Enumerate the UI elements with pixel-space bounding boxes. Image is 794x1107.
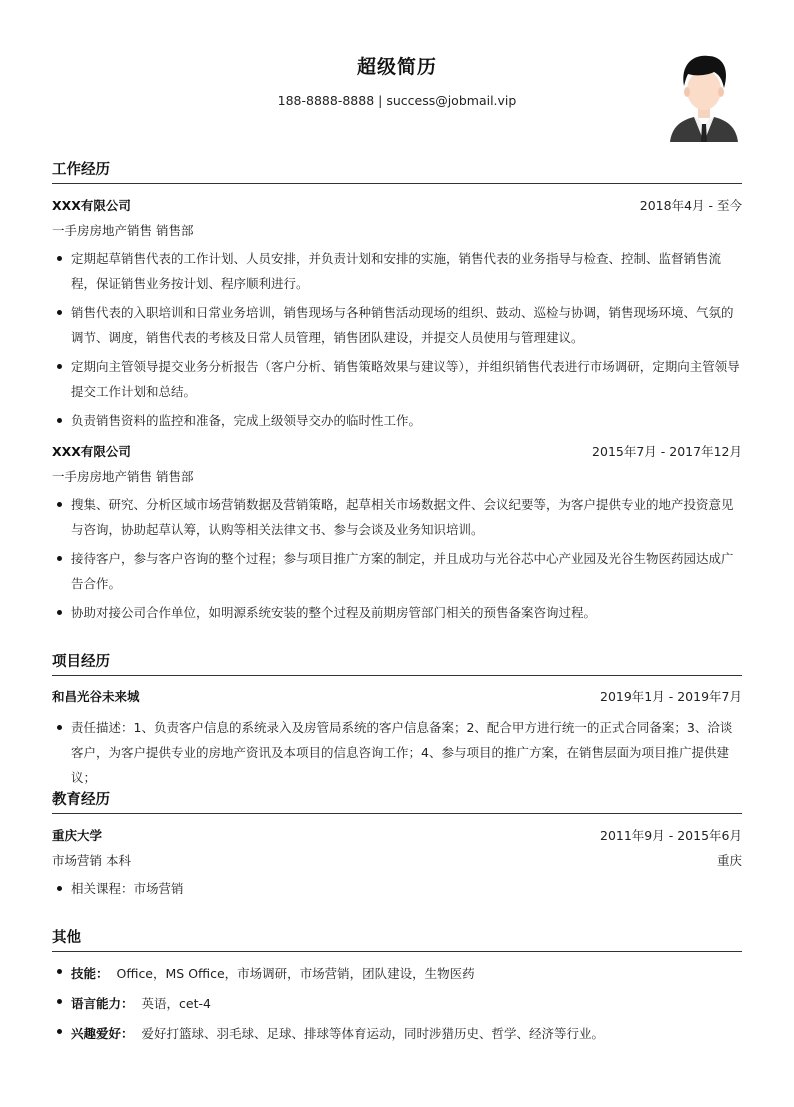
education-bullets xyxy=(52,876,742,901)
other-bullets xyxy=(52,959,742,1049)
section-title-education: 教育经历 xyxy=(52,792,110,808)
project-bullets xyxy=(52,715,742,790)
language-value: 英语，cet-4 xyxy=(141,996,211,1011)
resume-name: 超级简历 xyxy=(356,56,437,78)
education-city: 重庆 xyxy=(716,853,742,868)
avatar-photo xyxy=(668,54,740,142)
list-item: 责任描述：1、负责客户信息的系统录入及房管局系统的客户信息备案；2、配合甲方进行统一的正式合同备案；3、洽谈客户，为客户提供专业的房地产资讯及本项目的信息咨询工作；4、参与项目的推广方案，在销售层面为项目推广提供建议； xyxy=(52,715,742,790)
project-date: 2019年1月 - 2019年7月 xyxy=(600,689,742,704)
skills-value: Office，MS Office，市场调研，市场营销，团队建设，生物医药 xyxy=(116,966,475,981)
list-item xyxy=(52,959,742,989)
list-item: 协助对接公司合作单位，如明源系统安装的整个过程及前期房管部门相关的预售备案咨询过程。 xyxy=(52,600,742,625)
section-title-work: 工作经历 xyxy=(52,162,110,178)
work-entry-2-bullets xyxy=(52,492,742,625)
project-entry-header xyxy=(52,687,742,705)
section-title-other: 其他 xyxy=(52,930,81,946)
work-entry-1-header xyxy=(52,196,742,214)
work-date: 2018年4月 - 至今 xyxy=(639,198,742,213)
section-divider xyxy=(52,675,742,676)
section-divider xyxy=(52,183,742,184)
list-item: 定期向主管领导提交业务分析报告（客户分析、销售策略效果与建议等），并组织销售代表进行市场调研，定期向主管领导提交工作计划和总结。 xyxy=(52,354,742,404)
company-name: XXX有限公司 xyxy=(52,198,131,213)
skills-label: 技能： xyxy=(71,966,109,981)
contact-info: 188-8888-8888 | success@jobmail.vip xyxy=(277,93,517,108)
work-entry-2-position xyxy=(52,467,742,485)
project-name: 和昌光谷未来城 xyxy=(52,689,140,704)
hobbies-label: 兴趣爱好： xyxy=(71,1026,134,1041)
hobbies-value: 爱好打篮球、羽毛球、足球、排球等体育运动，同时涉猎历史、哲学、经济等行业。 xyxy=(141,1026,605,1041)
position-title: 一手房房地产销售 销售部 xyxy=(52,469,194,484)
list-item: 负责销售资料的监控和准备，完成上级领导交办的临时性工作。 xyxy=(52,408,742,433)
position-title: 一手房房地产销售 销售部 xyxy=(52,223,194,238)
education-date: 2011年9月 - 2015年6月 xyxy=(600,828,742,843)
list-item xyxy=(52,1019,742,1049)
education-entry-detail xyxy=(52,851,742,869)
list-item: 销售代表的入职培训和日常业务培训，销售现场与各种销售活动现场的组织、鼓动、巡检与协调，销售现场环境、气氛的调节、调度，销售代表的考核及日常人员管理，销售团队建设，并提交人员使用与管理建议。 xyxy=(52,300,742,350)
list-item: 相关课程：市场营销 xyxy=(52,876,742,901)
school-name: 重庆大学 xyxy=(52,828,103,843)
section-title-project: 项目经历 xyxy=(52,654,110,670)
language-label: 语言能力： xyxy=(71,996,134,1011)
list-item: 定期起草销售代表的工作计划、人员安排，并负责计划和安排的实施，销售代表的业务指导与检查、控制、监督销售流程，保证销售业务按计划、程序顺利进行。 xyxy=(52,246,742,296)
work-entry-1-position xyxy=(52,221,742,239)
list-item: 接待客户，参与客户咨询的整个过程；参与项目推广方案的制定，并且成功与光谷芯中心产业园及光谷生物医药园达成广告合作。 xyxy=(52,546,742,596)
work-date: 2015年7月 - 2017年12月 xyxy=(592,444,742,459)
education-entry-header xyxy=(52,826,742,844)
list-item: 搜集、研究、分析区域市场营销数据及营销策略，起草相关市场数据文件、会议纪要等，为客户提供专业的地产投资意见与咨询，协助起草认筹，认购等相关法律文书、参与会谈及业务知识培训。 xyxy=(52,492,742,542)
company-name: XXX有限公司 xyxy=(52,444,131,459)
section-divider xyxy=(52,951,742,952)
section-divider xyxy=(52,813,742,814)
work-entry-1-bullets xyxy=(52,246,742,433)
major-degree: 市场营销 本科 xyxy=(52,853,131,868)
list-item xyxy=(52,989,742,1019)
work-entry-2-header xyxy=(52,442,742,460)
